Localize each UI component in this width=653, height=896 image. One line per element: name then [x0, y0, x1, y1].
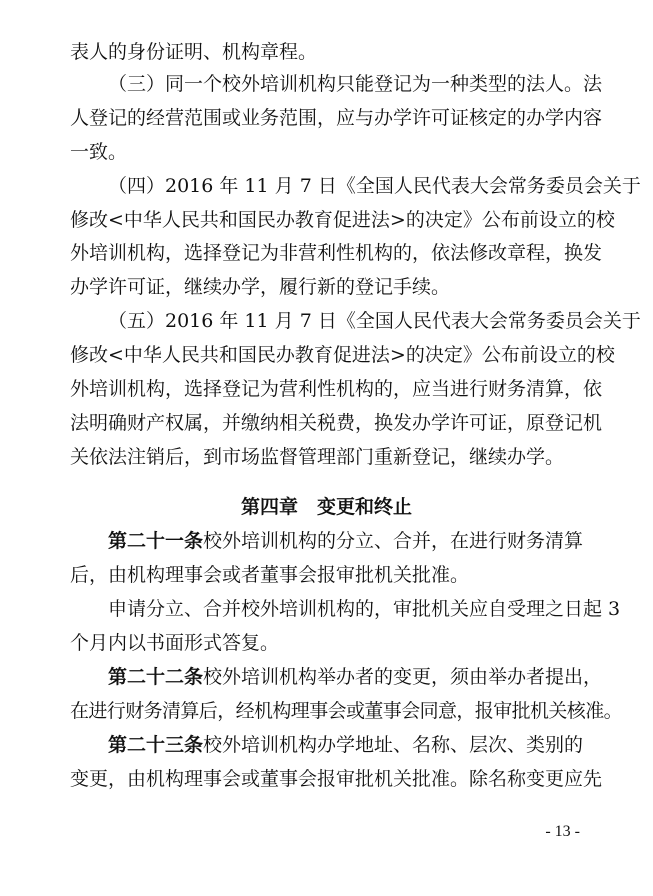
text-line: 外培训机构，选择登记为非营利性机构的，依法修改章程，换发 [70, 242, 603, 264]
text-line: 关依法注销后，到市场监督管理部门重新登记，继续办学。 [70, 446, 565, 468]
article-text: 校外培训机构的分立、合并，在进行财务清算 [203, 530, 584, 552]
chapter-title: 第四章 变更和终止 [240, 496, 412, 518]
text-line: 修改<中华人民共和国民办教育促进法>的决定》公布前设立的校 [70, 209, 615, 231]
text-line: 表人的身份证明、机构章程。 [70, 41, 318, 63]
text-line: （四）2016 年 11 月 7 日《全国人民代表大会常务委员会关于 [108, 175, 641, 197]
article-text: 校外培训机构举办者的变更，须由举办者提出， [203, 666, 603, 688]
article-label: 第二十二条 [108, 666, 204, 688]
text-line: 外培训机构，选择登记为营利性机构的，应当进行财务清算，依 [70, 378, 603, 400]
text-line: 一致。 [70, 141, 128, 163]
article-23-line [108, 733, 584, 757]
text-line: （三）同一个校外培训机构只能登记为一种类型的法人。法 [108, 73, 603, 95]
text-line: （五）2016 年 11 月 7 日《全国人民代表大会常务委员会关于 [108, 310, 641, 332]
article-text: 校外培训机构办学地址、名称、层次、类别的 [203, 734, 584, 756]
article-label: 第二十一条 [108, 530, 204, 552]
text-line: 后，由机构理事会或者董事会报审批机关批准。 [70, 564, 470, 586]
text-line: 申请分立、合并校外培训机构的，审批机关应自受理之日起 3 [108, 598, 621, 620]
text-line: 法明确财产权属，并缴纳相关税费，换发办学许可证，原登记机 [70, 412, 603, 434]
text-line: 人登记的经营范围或业务范围，应与办学许可证核定的办学内容 [70, 107, 603, 129]
text-line: 变更，由机构理事会或董事会报审批机关批准。除名称变更应先 [70, 768, 603, 790]
text-line: 办学许可证，继续办学，履行新的登记手续。 [70, 276, 451, 298]
article-22-line [108, 665, 603, 689]
article-21-line [108, 529, 584, 553]
article-label: 第二十三条 [108, 734, 204, 756]
text-line: 在进行财务清算后，经机构理事会或董事会同意，报审批机关核准。 [70, 700, 623, 722]
text-line: 个月内以书面形式答复。 [70, 632, 280, 654]
page-number: - 13 - [545, 823, 580, 840]
text-line: 修改<中华人民共和国民办教育促进法>的决定》公布前设立的校 [70, 344, 615, 366]
